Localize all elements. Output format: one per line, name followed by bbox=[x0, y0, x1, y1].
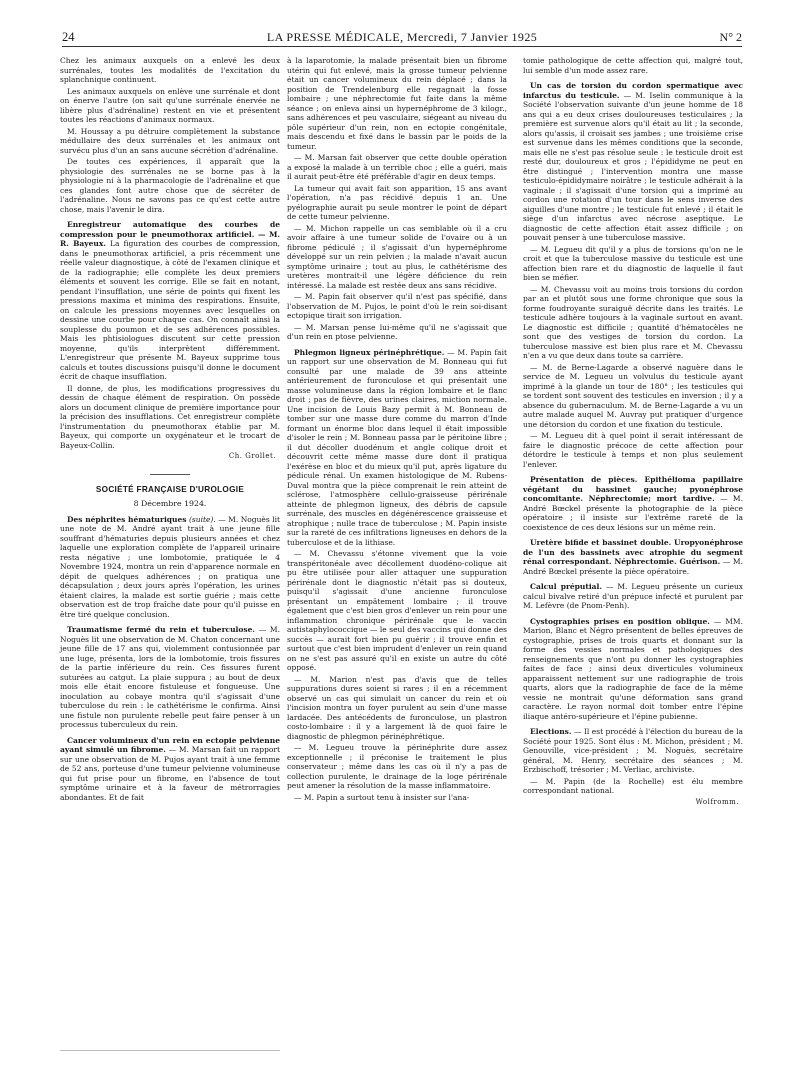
paragraph-body: — M. Marsan fait un rapport sur une observation de M. Pujos ayant trait à une femme de 52 ans, porteuse d'une tumeur pelvienne volumineuse qui fut prise pour un fibrome, en l'absence de tout symptôme urinaire et à la faveur de métrorragies abondantes. Et de fait bbox=[60, 745, 280, 802]
column-right bbox=[523, 56, 743, 807]
paragraph: — M. Michon rappelle un cas semblable où il a cru avoir affaire à une tumeur solide de l'ovaire ou à un fibrome pédiculé ; il s'agissait d'un hypernéphrome développé sur un rein pelvien ; la malade n'avait aucun symptôme urinaire ; tout au plus, le cathétérisme des uretères montrait-il une légère déficience du rein intéressé. La malade est restée deux ans sans récidive. bbox=[287, 223, 507, 290]
paragraph-body: — M. Noguès lit une observation de M. Chaton concernant une jeune fille de 17 ans qui, violemment contusionnée par une luge, présenta, lors de la lombotomie, trois fissures de la partie inférieure du rein. Ces fissures furent suturées au catgut. La plaie suppura ; au bout de deux mois elle était encore fistuleuse et fongueuse. Une inoculation au cobaye montra qu'il s'agissait d'une tuberculose du rein : le cathétérisme le confirma. Ainsi une fistule non purulente rebelle peut faire penser à un processus tuberculeux du rein. bbox=[60, 625, 280, 729]
article-heading: Enregistreur automatique des courbes de compression pour le pneumothorax artificiel. — M. R. Bayeux. bbox=[60, 220, 280, 248]
paragraph-body: — M. André Bœckel présente la pièce opératoire. bbox=[523, 557, 743, 576]
paragraph: — M. Marsan pense lui-même qu'il ne s'agissait que d'un rein en ptose pelvienne. bbox=[287, 322, 507, 341]
paragraph-body: — M. Legueu présente un curieux calcul bivalve retiré d'un prépuce infecté et purulent par M. Lefèvre (de Pnom-Penh). bbox=[523, 582, 743, 610]
article-heading: Cystographies prises en position oblique. bbox=[530, 616, 710, 626]
paragraph bbox=[523, 582, 743, 611]
paragraph: La tumeur qui avait fait son apparition, 15 ans avant l'opération, n'a pas récidivé depuis 1 an. Une pyélographie aurait pu seule montrer le point de départ de cette tumeur pelvienne. bbox=[287, 183, 507, 221]
paragraph: Il donne, de plus, les modifications progressives du dessin de chaque élément de respiration. On possède alors un document clinique de première importance pour la précision des insufflations. Cet enregistreur complète l'instrumentation du pneumothorax établie par M. Bayeux, qui comporte un oxygénateur et le trocart de Bayeux-Collin. bbox=[60, 383, 280, 450]
paragraph: — M. Legueu trouve la périnéphrite dure assez exceptionnelle ; il préconise le traitement le plus conservateur ; même dans les cas où il n'y a pas de collection purulente, le drainage de la loge périrénale peut amener la résolution de la masse inflammatoire. bbox=[287, 743, 507, 790]
paragraph bbox=[523, 617, 743, 722]
issue-number: N° 2 bbox=[719, 30, 742, 44]
paragraph bbox=[60, 736, 280, 803]
paragraph: — M. Papin a surtout tenu à insister sur l'ana- bbox=[294, 792, 470, 802]
article-heading: Présentation de pièces. Epithélioma papillaire végétant du bassinet gauche; pyonéphrose concomitante. Néphrectomie; mort tardive. bbox=[523, 475, 743, 503]
paragraph-body: — M. Noguès lit une note de M. André ayant trait à une jeune fille souffrant d'hématuries depuis plusieurs années et chez laquelle une exploration complète de l'appareil urinaire resta négative ; une lombotomie, pratiquée le 4 Novembre 1924, montra un rein d'apparence normale en dépit de quelques adhérences ; on pratiqua une décapsulation ; deux jours après l'opération, les urines étaient claires, la malade est sortie guérie ; mais cette observation est de trop fraîche date pour qu'il puisse en être tiré quelque conclusion. bbox=[60, 514, 280, 619]
paragraph: à la laparotomie, la malade présentait bien un fibrome utérin qui fut enlevé, mais la grosse tumeur pelvienne était un cancer volumineux du rein déplacé ; dans la position de Trendelenburg elle regagnait la fosse lombaire ; une néphrectomie fut faite dans la même séance ; on enleva ainsi un hypernéphrome de 3 kilogr., sans adhérences et peu vasculaire, siégeant au niveau du pôle supérieur d'un rein, non en ectopie congénitale, mais descendu et fixé dans le bassin par le poids de la tumeur. bbox=[287, 56, 507, 151]
paragraph: — M. Papin fait observer qu'il n'est pas spécifié, dans l'observation de M. Pujos, le point d'où le rein soi-disant ectopique tirait son irrigation. bbox=[287, 292, 507, 320]
paragraph: — M. Chevassu voit au moins trois torsions du cordon par an et plutôt sous une forme chronique que sous la forme foudroyante suraiguë décrite dans les traités. Le testicule adhère toujours à la vaginale surtout en avant. Le diagnostic est difficile ; quantité d'hématocèles ne sont que des vestiges de torsion du cordon. La tuberculose massive est bien plus rare et M. Chevassu n'en a vu que deux dans toute sa carrière. bbox=[523, 284, 743, 360]
paragraph: — M. Papin (de la Rochelle) est élu membre correspondant national. bbox=[523, 776, 743, 795]
section-divider bbox=[150, 474, 190, 475]
section-date: 8 Décembre 1924. bbox=[133, 499, 207, 508]
paragraph bbox=[60, 625, 280, 730]
article-heading: Un cas de torsion du cordon spermatique avec infarctus du testicule. bbox=[523, 81, 743, 100]
paragraph bbox=[523, 538, 743, 576]
paragraph: — M. Legueu dit à quel point il serait intéressant de faire le diagnostic précoce de cette affection pour détordre le testicule à temps et non plus seulement l'enlever. bbox=[523, 431, 743, 469]
paragraph: De toutes ces expériences, il apparaît que la physiologie des surrénales ne se borne pas à la physiologie ni à la pharmacologie de l'adrénaline et que ces glandes font autre chose que de sécréter de l'adrénaline. Nous ne savons pas ce qu'est cette autre chose, mais l'avenir le dira. bbox=[60, 157, 280, 214]
article-heading: Des néphrites hématuriques bbox=[67, 514, 187, 524]
article-heading: Uretère bifide et bassinet double. Uropyonéphrose de l'un des bassinets avec atrophie du segment rénal correspondant. Néphrectomie. Guérison. bbox=[523, 538, 743, 566]
paragraph: Les animaux auxquels on enlève une surrénale et dont on énerve l'autre (on sait qu'une surrénale énervée ne libère plus d'adrénaline) restent en vie et présentent toutes les réactions d'animaux normaux. bbox=[60, 86, 280, 124]
paragraph: tomie pathologique de cette affection qui, malgré tout, lui semble d'un mode assez rare. bbox=[523, 56, 743, 75]
paragraph bbox=[523, 81, 743, 243]
paragraph: M. Houssay a pu détruire complètement la substance médullaire des deux surrénales et les animaux ont survécu plus d'un an sans aucune sécrétion d'adrénaline. bbox=[60, 126, 280, 155]
paragraph bbox=[60, 220, 280, 382]
column-middle bbox=[287, 56, 507, 804]
paragraph-body: — M. Papin fait un rapport sur une observation de M. Bonneau qui fut consulté par une malade de 39 ans atteinte antérieurement de furonculose et qui présentait une masse volumineuse dans la région lombaire et le flanc droit ; pas de fièvre, des urines claires, miction normale. Une incision de Louis Bazy permit à M. Bonneau de tomber sur une masse dure comme du marron d'Inde formant un énorme bloc dans lequel il était impossible d'isoler le rein ; M. Bonneau passa par le péritoine libre ; il dut décoller duodénum et angle colique droit et découvrit cette même masse dure dont il pratiqua l'exérèse en bloc et du mieux qu'il put, après ligature du pédicule rénal. Un examen histologique de M. Rubens-Duval montra que la pièce comprenait le rein atteint de sclérose, l'atmosphère cellulo-graisseuse périrénale atteinte de phlegmon ligneux, des débris de capsule surrénale, des muscles en dégénérescence graisseuse et atrophique ; nulle trace de tuberculose ; M. Papin insiste sur la rareté de ces infiltrations ligneuses en dehors de la tuberculose et de la lithiase. bbox=[287, 347, 508, 547]
heading-suffix: (suite). bbox=[188, 514, 216, 524]
column-left bbox=[60, 56, 280, 1024]
paragraph bbox=[287, 348, 507, 548]
author-signature: Ch. Grollet. bbox=[228, 452, 276, 460]
paragraph-body: — Il est procédé à l'élection du bureau de la Société pour 1925. Sont élus : M. Michon, président ; M. Genouville, vice-président ; M. Noguès, secrétaire général, M. Henry, secrétaire des séances ; M. Erzbischoff, trésorier ; M. Verliac, archiviste. bbox=[523, 727, 743, 774]
article-heading: Elections. bbox=[530, 727, 572, 736]
article-heading: Cancer volumineux d'un rein en ectopie pelvienne ayant simulé un fibrome. bbox=[60, 735, 280, 754]
page-number: 24 bbox=[62, 30, 75, 44]
paragraph bbox=[60, 515, 280, 620]
article-heading: Traumatisme fermé du rein et tuberculose. bbox=[67, 625, 255, 634]
paragraph: — M. Marsan fait observer que cette double opération a exposé la malade à un terrible choc ; elle a guéri, mais il aurait peut-être été préférable d'agir en deux temps. bbox=[287, 153, 507, 181]
paragraph bbox=[523, 727, 743, 775]
journal-title: LA PRESSE MÉDICALE, Mercredi, 7 Janvier 1925 bbox=[266, 30, 538, 44]
paragraph: Chez les animaux auxquels on a enlevé les deux surrénales, toutes les modalités de l'excitation du splanchnique continuent. bbox=[60, 56, 280, 84]
paragraph: — M. Chevassu s'étonne vivement que la voie transpéritonéale avec décollement duodéno-colique ait pu être utilisée pour aller attaquer une suppuration périrénale dont le diagnostic n'était pas si douteux, puisqu'il s'agissait d'une ancienne furonculose présentant un empâtement lombaire ; il trouve également que c'est bien gros d'enlever un rein pour une inflammation chronique périrénale que le vaccin autistaphylococcique — le seul des vaccins qui donne des succès — aurait fort bien pu guérir ; il trouve enfin et surtout que c'est bien imprudent d'enlever un rein quand on ne s'est pas assuré qu'il en existe un autre du côté opposé. bbox=[287, 549, 507, 672]
paragraph-body: La figuration des courbes de compression, dans le pneumothorax artificiel, a pris récemment une réelle valeur diagnostique, à côté de l'examen clinique et de la radiographie; elle complète les deux premiers éléments et souvent les corrige. Elle se fait en notant, pendant l'insufflation, une série de points qui fixent les pressions maxima et minima des respirations. Ensuite, on calcule les pressions moyennes avec lesquelles on dessine une courbe pour chaque cas. On connaît ainsi la souplesse du poumon et de ses adhérences possibles. Mais les phtisiologues discutent sur cette pression moyenne, qu'ils interprètent différemment. L'enregistreur que présente M. Bayeux supprime tous calculs et toutes discussions puisqu'il donne le document écrit de chaque insufflation. bbox=[60, 239, 280, 381]
paragraph: — M. Legueu dit qu'il y a plus de torsions qu'on ne le croit et que la tuberculose massive du testicule est une affection bien rare et du diagnostic de laquelle il faut bien se méfier. bbox=[523, 244, 743, 282]
column-end-rule bbox=[60, 1050, 280, 1051]
paragraph-body: — MM. Marion, Blanc et Négro présentent de belles épreuves de cystographie, prises de trois quarts et donnant sur la forme des vessies normales et pathologiques des renseignements que n'ont pu donner les cystographies faites de face ; ainsi deux diverticules volumineux apparaissent nettement sur une radiographie de trois quarts, alors que la radiographie de face de la même vessie ne montrait qu'une déformation sans grand caractère. Le rayon normal doit tomber entre l'épine iliaque antéro-supérieure et l'épine pubienne. bbox=[523, 616, 743, 721]
section-title: SOCIÉTÉ FRANÇAISE D'UROLOGIE bbox=[95, 484, 245, 494]
page-header bbox=[62, 30, 742, 47]
paragraph-body: — M. Iselin communique à la Société l'observation suivante d'un jeune homme de 18 ans qui a eu deux crises douloureuses testiculaires ; la première est survenue alors qu'il était au lit ; la seconde, alors qu'assis, il croisait ses jambes ; une troisième crise est survenue dans les mêmes conditions que la seconde, mais elle ne s'est pas résolue seule : le testicule droit est resté dur, douloureux et gros ; l'épididyme ne peut en être distingué ; l'intervention montra une masse testiculo-épididymaire noirâtre ; le testicule adhérait à la vaginale ; il s'agissait d'une torsion qui a imprimé au cordon une rotation d'un tour dans le sens inverse des aiguilles d'une montre ; le testicule fut enlevé ; il était le siège d'un infarctus avec nécrose aseptique. Le diagnostic de cette affection était assez difficile ; on pouvait penser à une tuberculose massive. bbox=[523, 90, 743, 242]
article-heading: Calcul préputial. bbox=[530, 582, 602, 591]
paragraph bbox=[523, 475, 743, 532]
author-signature: Wolfromm. bbox=[695, 797, 739, 806]
paragraph: — M. de Berne-Lagarde a observé naguère dans le service de M. Legueu un volvulus du testicule ayant imprimé à la glande un tour de 180° ; les testicules qui se tordent sont souvent des testicules en inversion ; il y a absence du gubernaculum. M. de Berne-Lagarde a vu un autre malade auquel M. Auvray put pratiquer d'urgence une détorsion du cordon et une fixation du testicule. bbox=[523, 362, 743, 429]
paragraph-body: — M. André Bœckel présente la photographie de la pièce opératoire ; il insiste sur l'extrême rareté de la coexistence de ces deux lésions sur un même rein. bbox=[523, 494, 744, 532]
article-heading: Phlegmon ligneux périnéphrétique. bbox=[294, 347, 445, 357]
paragraph: — M. Marion n'est pas d'avis que de telles suppurations dures soient si rares ; il en a récemment observé un cas qui simulait un cancer du rein et où l'incision montra un foyer purulent au sein d'une masse lardacée. Des antécédents de furonculose, un plastron costo-lombaire : il y a largement là de quoi faire le diagnostic de phlegmon périnéphrétique. bbox=[287, 674, 507, 741]
